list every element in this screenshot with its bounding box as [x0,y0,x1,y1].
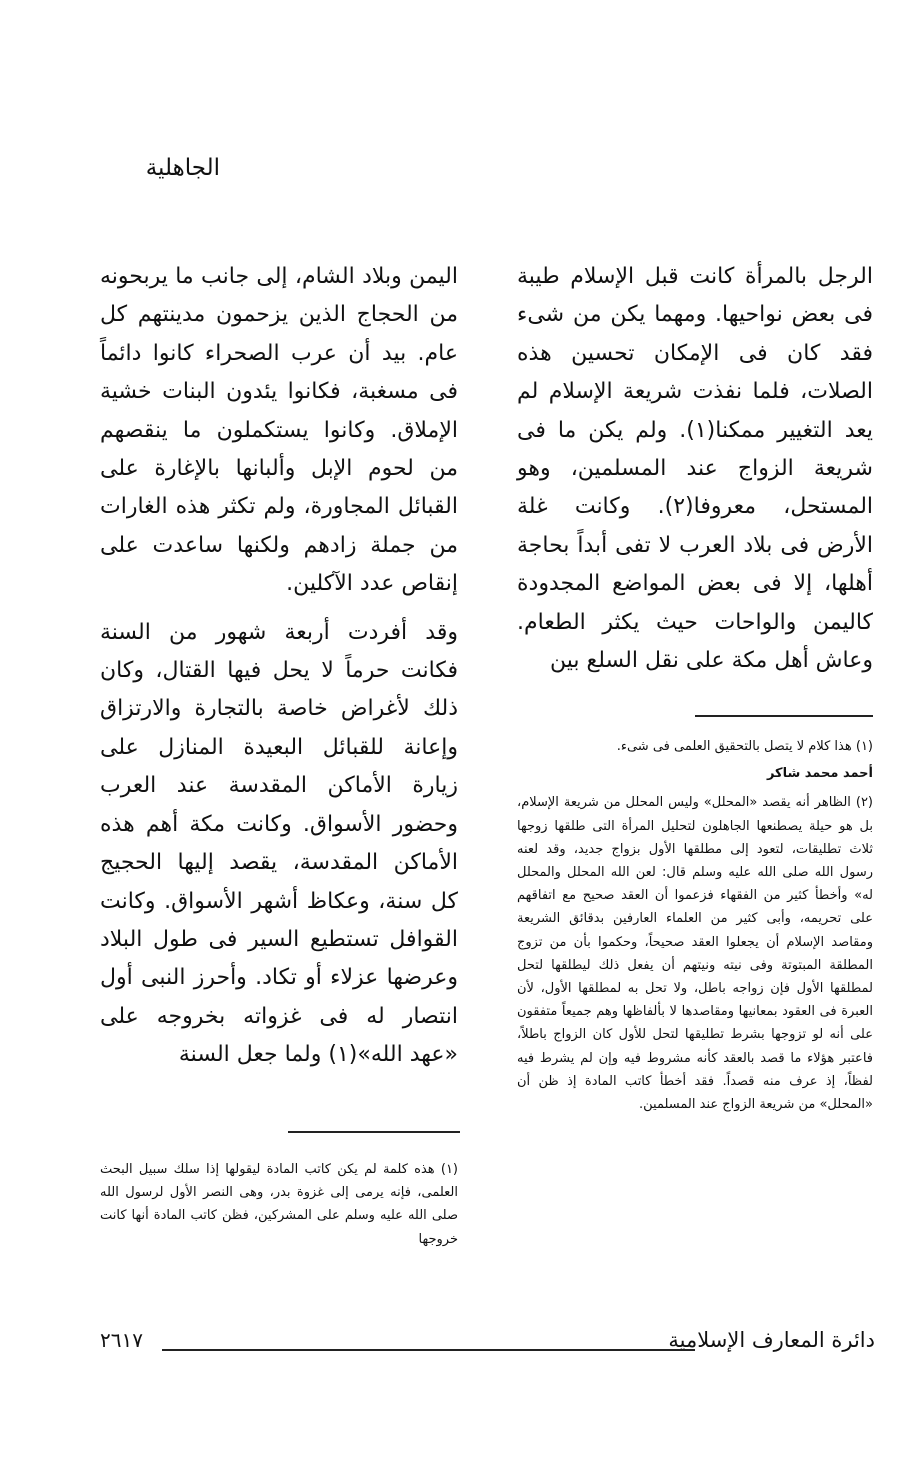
footnote-separator [288,1131,460,1133]
footnote-signature: أحمد محمد شاكر [766,766,873,782]
page-number: ٢٦١٧ [100,1328,143,1352]
footnote-1: (١) هذه كلمة لم يكن كاتب المادة ليقولها إذا سلك سبيل البحث العلمى، فإنه يرمى إلى غزوة بدر، وهى النصر الأول لرسول الله صلى الله عليه وسلم على المشركين، فظن كاتب المادة أنها كانت خروجها [100,1162,458,1247]
main-text-column-right [517,258,873,680]
footnotes-left [100,1158,458,1255]
footnote-separator [695,715,873,717]
footnote-1: (١) هذا كلام لا يتصل بالتحقيق العلمى فى شىء. [616,739,873,754]
footnote-2: (٢) الظاهر أنه يقصد «المحلل» وليس المحلل من شريعة الإسلام، بل هو حيلة يصطنعها الجاهلون لتحليل المرأة التى طلقها زوجها ثلاث تطليقات، لتعود إلى مطلقها الأول بزواج جديد، وقد لعنه رسول الله صلى الله عليه وسلم قال: لعن الله المحلل والمحلل له» وأخطأ كثير من الفقهاء فزعموا أن العقد صحيح مع اتفاقهم على تحريمه، وأبى كثير من العلماء العارفين بدقائق الشريعة ومقاصد الإسلام أن يجعلوا العقد صحيحاً، وحكموا بأن من تزوج المطلقة المبتوتة وفى نيته ونيتهم أن يفعل ذلك ليطلقها لتحل لمطلقها الأول فإن زواجه باطل، ولا تحل به لمطلقها الأول، لأن العبرة فى العقود بمعانيها ومقاصدها لا بألفاظها وهم جميعاً متفقون على أنه لو تزوجها بشرط تطليقها لتحل للأول كان الزواج باطلاً، فاعتبر هؤلاء ما قصد بالعقد كأنه مشروط فيه وإن لم يشرط فيه لفظاً، إذ عرف منه قصداً. فقد أخطأ كاتب المادة إذ ظن أن «المحلل» من شريعة الزواج عند المسلمين. [517,795,873,1113]
body-paragraph: اليمن وبلاد الشام، إلى جانب ما يربحونه من الحجاج الذين يزحمون مدينتهم كل عام. بيد أن عرب الصحراء كانوا دائماً فى مسغبة، فكانوا يئدون البنات خشية الإملاق. وكانوا يستكملون ما ينقصهم من لحوم الإبل وألبانها بالإغارة على القبائل المجاورة، ولم تكثر هذه الغارات من جملة زادهم ولكنها ساعدت على إنقاص عدد الآكلين. [100,264,458,597]
main-text-column-left [100,258,458,1075]
page-footer [100,1322,875,1362]
footnotes-right [517,735,873,1120]
body-paragraph: وقد أفردت أربعة شهور من السنة فكانت حرماً لا يحل فيها القتال، وكان ذلك لأغراض خاصة بالتجارة والارتزاق وإعانة للقبائل البعيدة المنازل على زيارة الأماكن المقدسة عند العرب وحضور الأسواق. وكانت مكة أهم هذه الأماكن المقدسة، يقصد إليها الحجيج كل سنة، وعكاظ أشهر الأسواق. وكانت القوافل تستطيع السير فى طول البلاد وعرضها عزلاء أو تكاد. وأحرز النبى أول انتصار له فى غزواته بخروجه على «عهد الله»(١) ولما جعل السنة [100,619,458,1068]
footer-rule [162,1349,695,1351]
footer-journal-title: دائرة المعارف الإسلامية [668,1328,875,1352]
body-paragraph: الرجل بالمرأة كانت قبل الإسلام طيبة فى بعض نواحيها. ومهما يكن من شىء فقد كان فى الإمكان تحسين هذه الصلات، فلما نفذت شريعة الإسلام لم يعد التغيير ممكنا(١). ولم يكن ما فى شريعة الزواج عند المسلمين، وهو المستحل، معروفا(٢). وكانت غلة الأرض فى بلاد العرب لا تفى أبداً بحاجة أهلها، إلا فى بعض المواضع المجدودة كاليمن والواحات حيث يكثر الطعام. وعاش أهل مكة على نقل السلع بين [517,264,874,674]
running-header-title: الجاهلية [145,155,220,181]
